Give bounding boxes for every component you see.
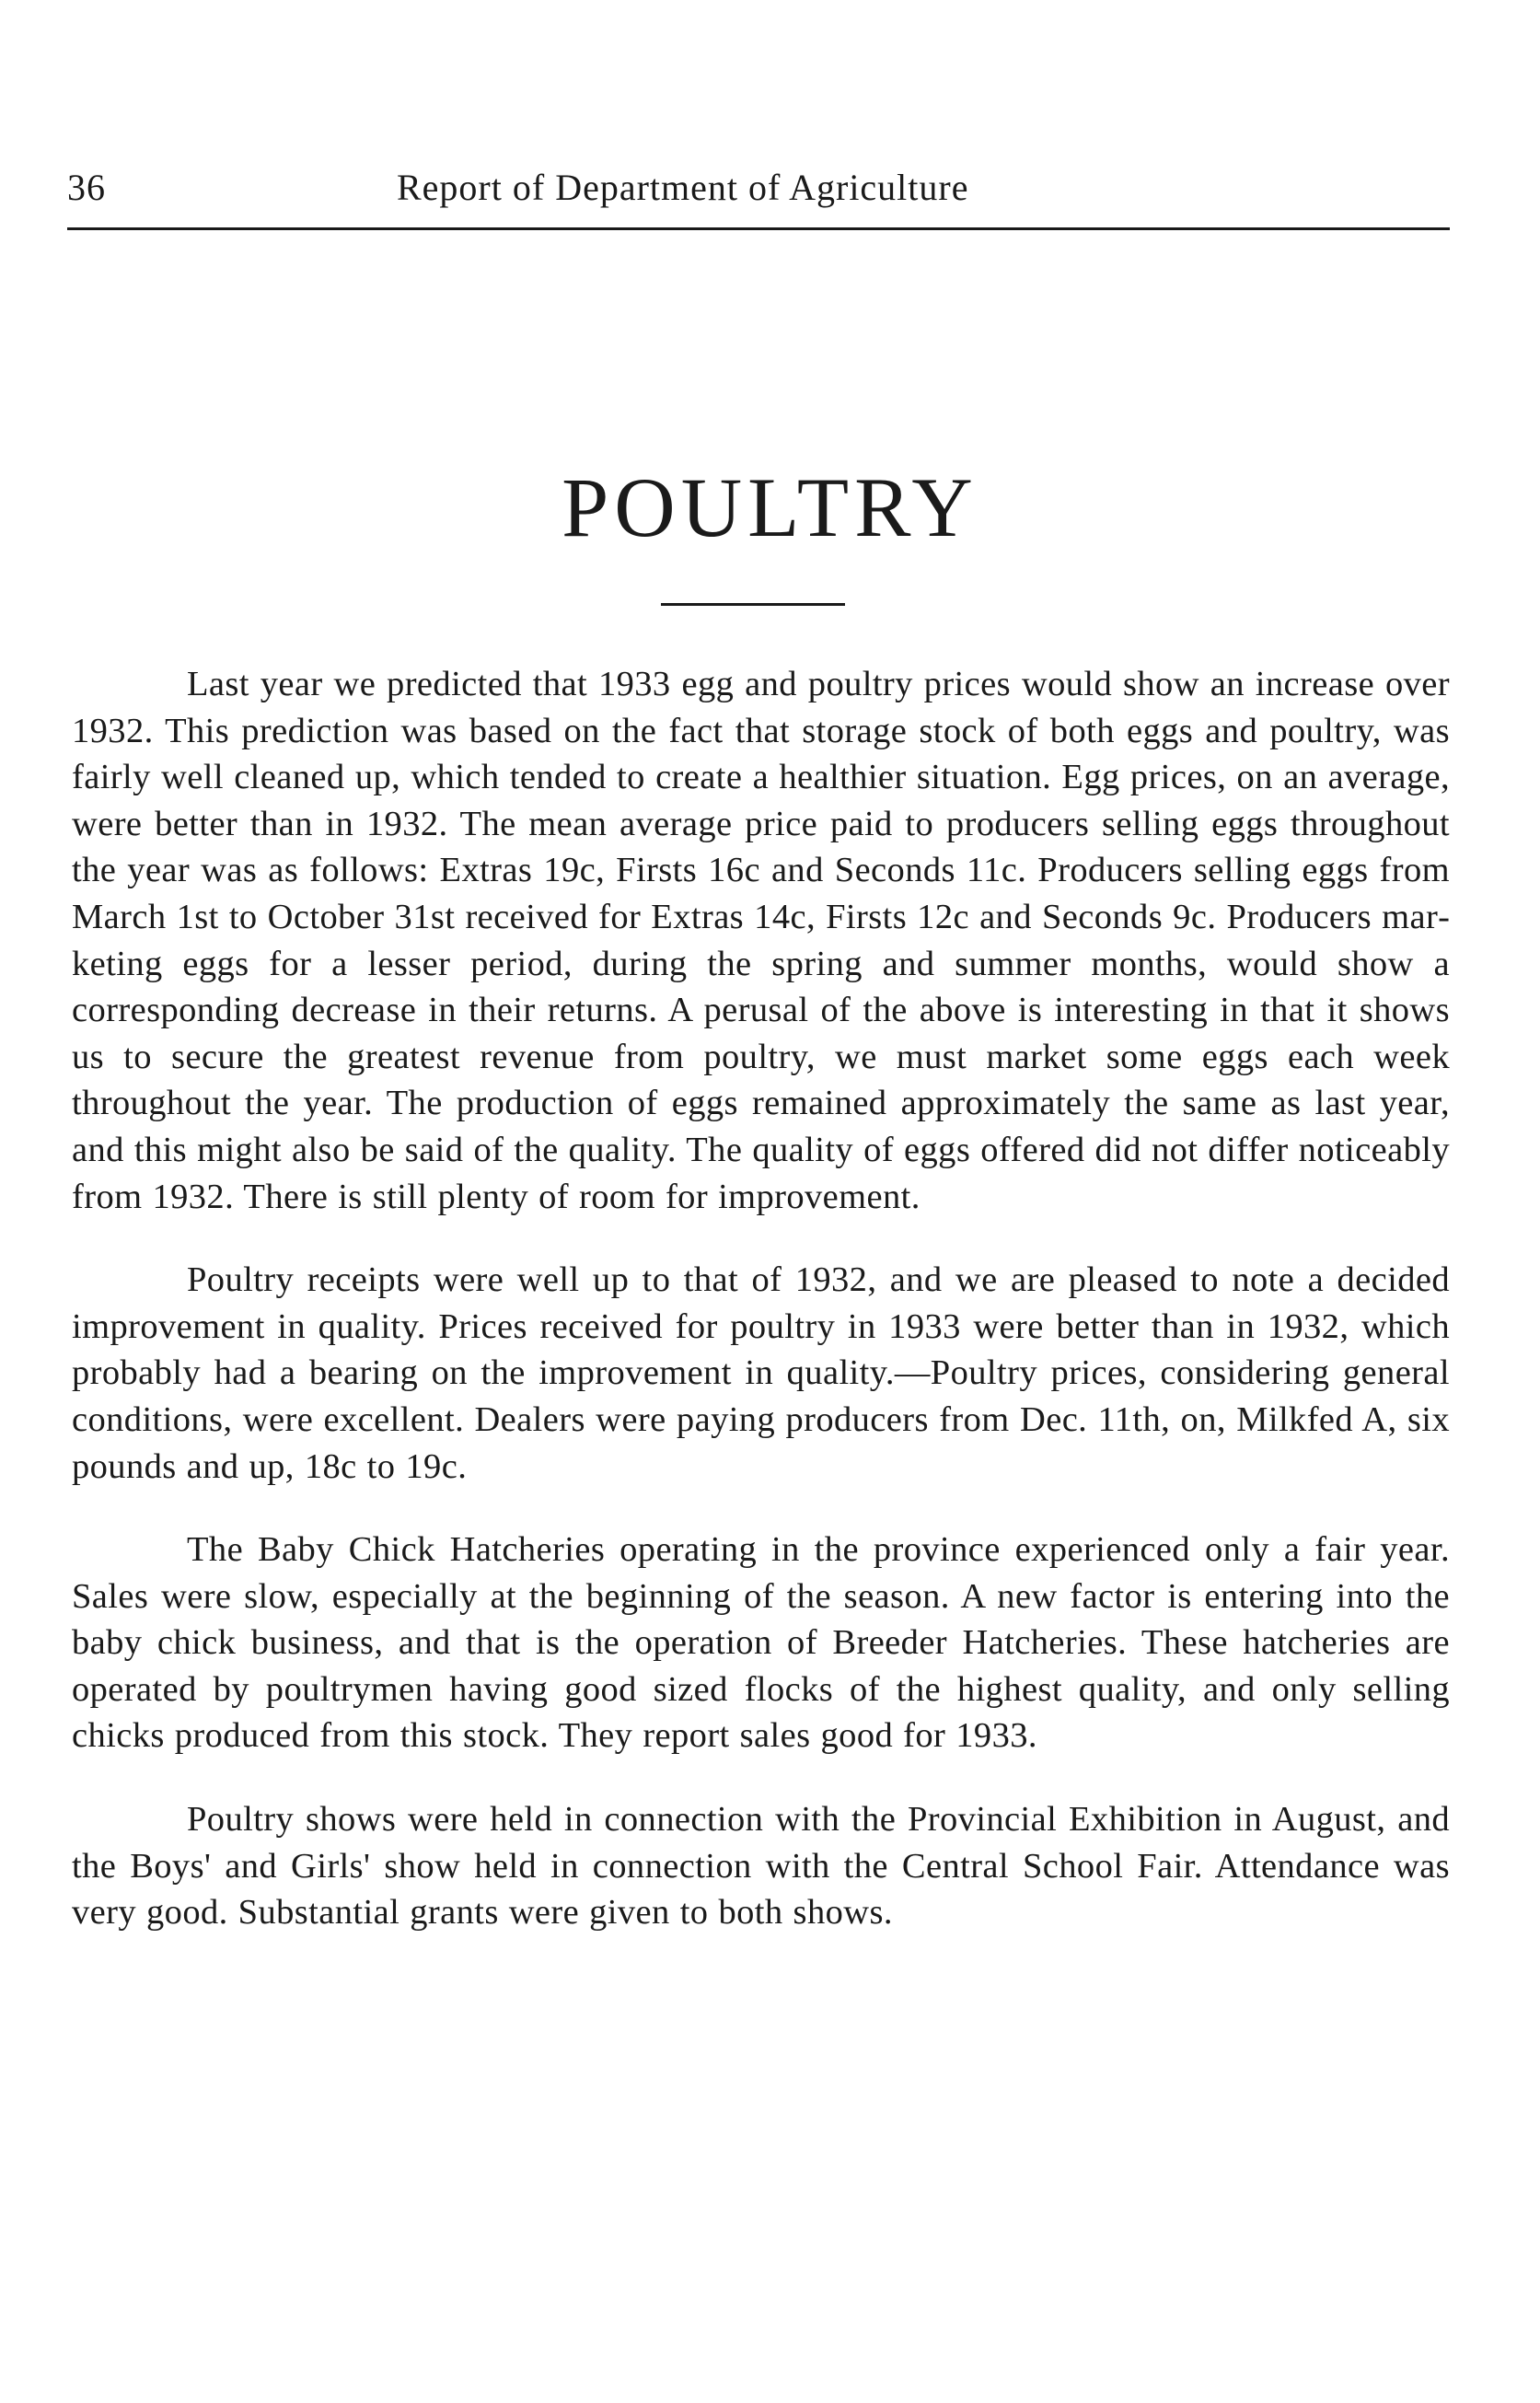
title-rule — [661, 603, 845, 606]
page-number: 36 — [67, 167, 106, 208]
paragraph-eggs: Last year we predicted that 1933 egg and poultry prices would show an increase over 1932. This prediction was based on the fact that storage stock of both eggs and poultry, was fairly well cleaned up, which tended to create a healthier situation. Egg prices, on an average, were better than in 1932. The mean average price paid to producers selling eggs throughout the year was as follows: Extras 19c, Firsts 16c and Seconds 11c. Producers selling eggs from March 1st to October 31st received for Extras 14c, Firsts 12c and Seconds 9c. Producers marketing eggs for a lesser period, during the spring and summer months, would show a corresponding decrease in their returns. A perusal of the above is interesting in that it shows us to secure the greatest revenue from poultry, we must market some eggs each week throughout the year. The production of eggs remained approximately the same as last year, and this might also be said of the quality. The quality of eggs offered did not differ noticeably from 1932. There is still plenty of room for improvement. — [72, 665, 1450, 1216]
section-title: POULTRY — [562, 460, 978, 554]
header-rule — [67, 227, 1450, 230]
body-text — [72, 661, 1450, 1936]
page-header — [67, 166, 1448, 221]
paragraph-poultry-receipts: Poultry receipts were well up to that of 1932, and we are pleased to note a decided improvement in quality. Prices received for poultry in 1933 were better than in 1932, which probably had a bearing on the improvement in quality.—Poultry prices, considering general conditions, were excellent. Dealers were paying producers from Dec. 11th, on, Milkfed A, six pounds and up, 18c to 19c. — [72, 1260, 1450, 1486]
paragraph-poultry-shows: Poultry shows were held in connection with the Provincial Exhibition in August, and the Boys' and Girls' show held in connection with the Central School Fair. Attendance was very good. Substantial grants were given to both shows. — [72, 1800, 1450, 1933]
running-title: Report of Department of Agriculture — [397, 167, 969, 208]
paragraph-hatcheries: The Baby Chick Hatcheries operating in the province experienced only a fair year. Sales were slow, especially at the beginning of the season. A new factor is entering into the baby chick business, and that is the operation of Breeder Hatcheries. These hatcheries are operated by poultrymen having good sized flocks of the highest quality, and only selling chicks produced from this stock. They report sales good for 1933. — [72, 1530, 1450, 1756]
